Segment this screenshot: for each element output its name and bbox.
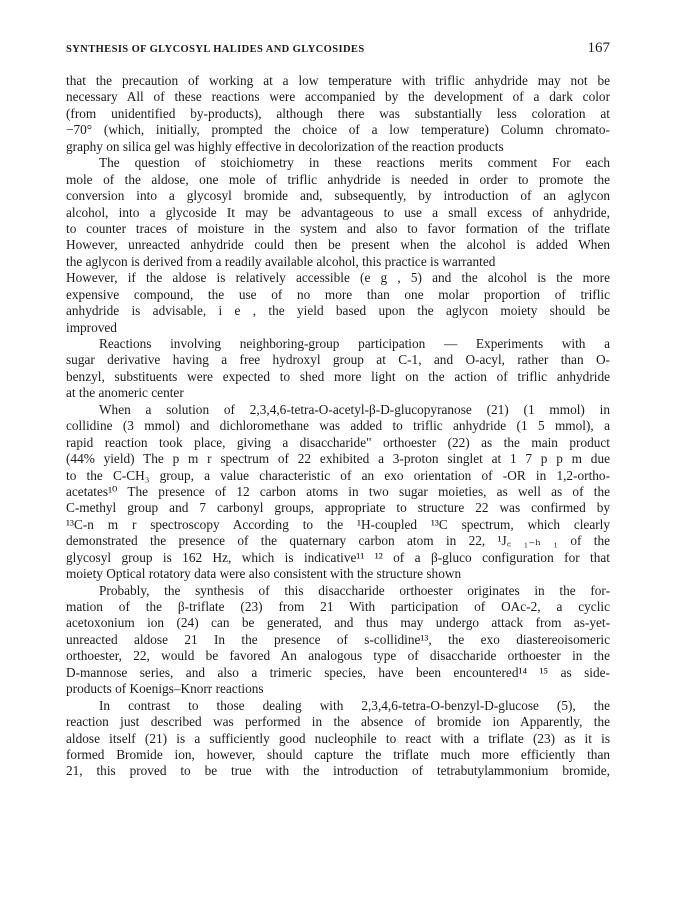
text-line: acetates¹⁰ The presence of 12 carbon atoms in two sugar moieties, as well as of the	[66, 483, 610, 499]
running-head	[66, 40, 610, 62]
text-line: collidine (3 mmol) and dichloromethane was added to triflic anhydride (1 5 mmol), a	[66, 418, 610, 434]
text-line: mole of the aldose, one mole of triflic anhydride is needed in order to promote the	[66, 171, 610, 187]
page-number: 167	[587, 40, 610, 56]
text-line: to counter traces of moisture in the system and also to favor formation of the triflate	[66, 220, 610, 236]
text-line: (44% yield) The p m r spectrum of 22 exhibited a 3-proton singlet at 1 7 p p m due	[66, 451, 610, 467]
text-line: Probably, the synthesis of this disaccharide orthoester originates in the for-	[99, 582, 610, 598]
text-line: formed Bromide ion, however, should capture the triflate much more efficiently than	[66, 746, 610, 762]
text-line: −70° (which, initially, prompted the choice of a low temperature) Column chromato-	[66, 122, 610, 138]
text-line: moiety Optical rotatory data were also consistent with the structure shown	[66, 566, 462, 582]
text-line: unreacted aldose 21 In the presence of s-collidine¹³, the exo diastereoisomeric	[66, 631, 610, 647]
text-line: Reactions involving neighboring-group participation — Experiments with a	[99, 336, 610, 351]
text-line: the aglycon is derived from a readily available alcohol, this practice is warranted	[66, 253, 496, 269]
text-line: alcohol, into a glycoside It may be advantageous to use a small excess of anhydride,	[66, 204, 610, 220]
text-line: ¹³C-n m r spectroscopy According to the ¹H-coupled ¹³C spectrum, which clearly	[66, 516, 610, 532]
text-line: products of Koenigs–Knorr reactions	[66, 681, 264, 697]
text-line: C-methyl group and 7 carbonyl groups, appropriate to structure 22 was confirmed by	[66, 500, 610, 516]
text-line: to the C-CH₃ group, a value characteristic of an exo orientation of -OR in 1,2-ortho-	[66, 467, 610, 483]
text-line: necessary All of these reactions were accompanied by the development of a dark color	[66, 89, 610, 105]
text-line: D-mannose series, and also a trimeric species, have been encountered¹⁴ ¹⁵ as side-	[66, 664, 610, 680]
text-line: expensive compound, the use of no more than one molar proportion of triflic	[66, 286, 610, 302]
text-line: sugar derivative having a free hydroxyl group at C-1, and O-acyl, rather than O-	[66, 352, 610, 368]
body-text	[66, 73, 610, 780]
text-line: glycosyl group is 162 Hz, which is indicative¹¹ ¹² of a β-gluco configuration for that	[66, 549, 610, 565]
text-line: (from unidentified by-products), although there was substantially less coloration at	[66, 105, 610, 121]
text-line: rapid reaction took place, giving a disaccharide" orthoester (22) as the main product	[66, 434, 610, 450]
running-head-title: SYNTHESIS OF GLYCOSYL HALIDES AND GLYCOSIDES	[66, 44, 365, 55]
text-line: that the precaution of working at a low temperature with triflic anhydride may not be	[66, 73, 610, 88]
text-line: 21, this proved to be true with the introduction of tetrabutylammonium bromide,	[66, 763, 610, 779]
text-line: reaction just described was performed in the absence of bromide ion Apparently, the	[66, 714, 610, 730]
text-line: improved	[66, 319, 117, 335]
text-line: In contrast to those dealing with 2,3,4,6-tetra-O-benzyl-D-glucose (5), the	[99, 697, 610, 713]
text-line: benzyl, substituents were expected to shed more light on the action of triflic anhydride	[66, 368, 610, 384]
text-line: demonstrated the presence of the quaternary carbon atom in 22, ¹J꜀ ₁₋ₕ ₁ of the	[66, 533, 610, 549]
text-line: orthoester, 22, would be favored An analogous type of disaccharide orthoester in the	[66, 648, 610, 664]
text-line: conversion into a glycosyl bromide and, subsequently, by introduction of an aglycon	[66, 188, 610, 204]
text-line: anhydride is advisable, i e , the yield based upon the aglycon moiety should be	[66, 303, 610, 319]
text-line: aldose itself (21) is a sufficiently good nucleophile to react with a triflate (23) as it is	[66, 730, 610, 746]
text-line: mation of the β-triflate (23) from 21 With participation of OAc-2, a cyclic	[66, 599, 610, 614]
text-line: The question of stoichiometry in these reactions merits comment For each	[99, 155, 610, 171]
text-line: When a solution of 2,3,4,6-tetra-O-acetyl-β-D-glucopyranose (21) (1 mmol) in	[99, 401, 610, 417]
text-line: graphy on silica gel was highly effective in decolorization of the reaction products	[66, 138, 504, 154]
text-line: at the anomeric center	[66, 385, 184, 401]
text-line: However, unreacted anhydride could then be present when the alcohol is added When	[66, 237, 610, 253]
text-line: acetoxonium ion (24) can be generated, and thus may undergo attack from as-yet-	[66, 615, 610, 631]
text-line: However, if the aldose is relatively accessible (e g , 5) and the alcohol is the more	[66, 270, 610, 286]
